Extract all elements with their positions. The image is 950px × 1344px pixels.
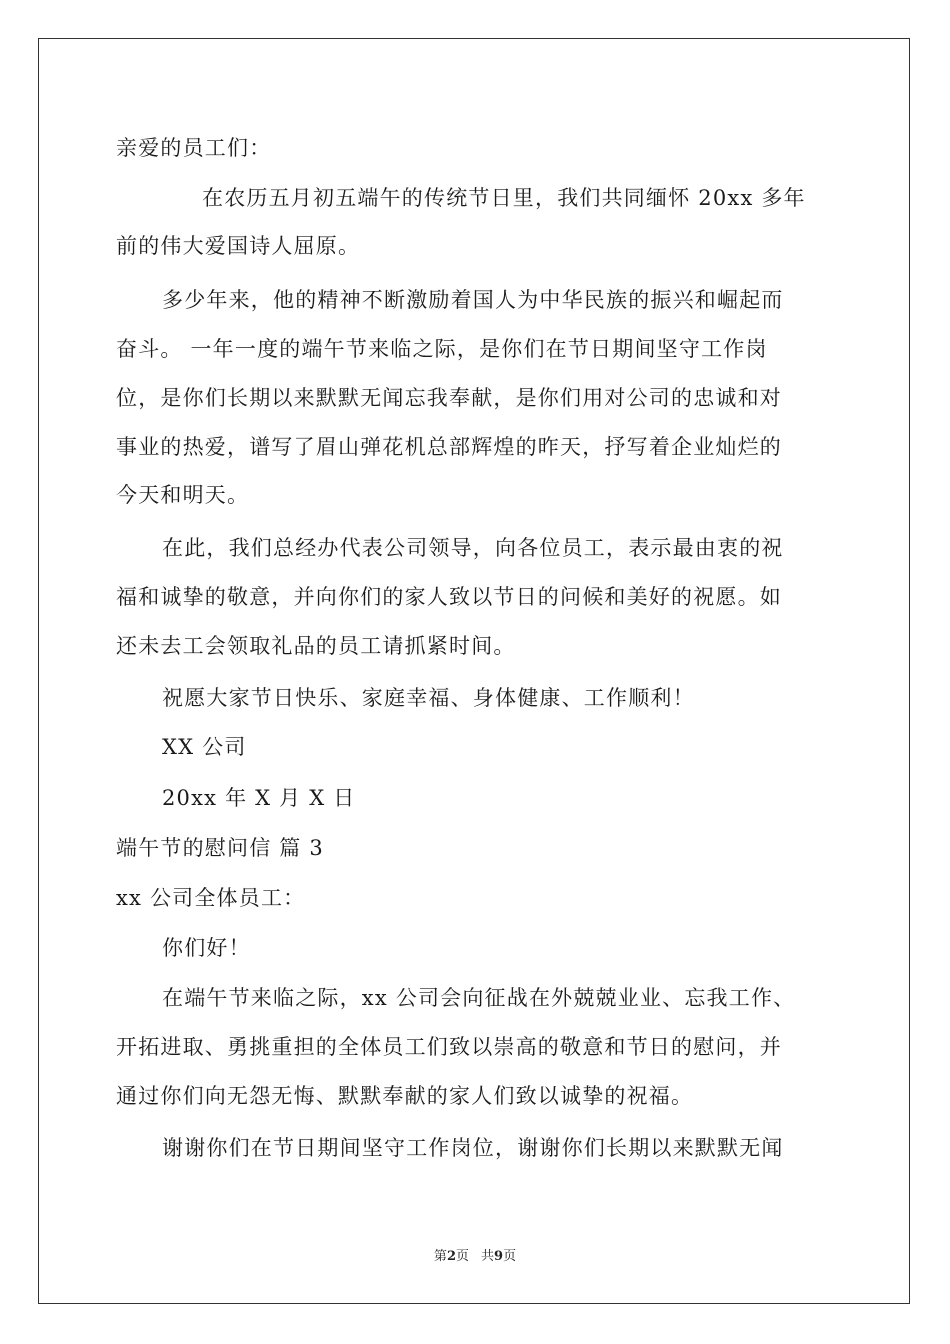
signature-date: 20xx 年 X 月 X 日 <box>162 786 356 810</box>
paragraph-line: 通过你们向无怨无悔、默默奉献的家人们致以诚挚的祝福。 <box>116 1084 694 1108</box>
total-suffix: 页 <box>503 1249 517 1264</box>
paragraph-line: 谢谢你们在节日期间坚守工作岗位，谢谢你们长期以来默默无闻 <box>162 1136 784 1160</box>
page-border <box>38 38 910 1304</box>
paragraph-line: 前的伟大爱国诗人屈原。 <box>116 234 361 258</box>
paragraph-line: 祝愿大家节日快乐、家庭幸福、身体健康、工作顺利！ <box>162 686 695 710</box>
salutation: 亲爱的员工们： <box>116 136 272 160</box>
greeting: 你们好！ <box>162 936 251 960</box>
page-current: 2 <box>446 1249 456 1264</box>
signature-company: XX 公司 <box>162 735 247 759</box>
paragraph-line: 奋斗。 一年一度的端午节来临之际，是你们在节日期间坚守工作岗 <box>116 337 768 361</box>
paragraph-line: 在端午节来临之际，xx 公司会向征战在外兢兢业业、忘我工作、 <box>162 986 796 1010</box>
paragraph-line: 事业的热爱，谱写了眉山弹花机总部辉煌的昨天，抒写着企业灿烂的 <box>116 435 782 459</box>
page-total: 9 <box>494 1249 504 1264</box>
paragraph-line: 多少年来，他的精神不断激励着国人为中华民族的振兴和崛起而 <box>162 288 784 312</box>
page-prefix: 第 <box>433 1249 447 1264</box>
total-prefix: 共 <box>481 1249 495 1264</box>
salutation: xx 公司全体员工： <box>116 886 306 910</box>
paragraph-line: 在农历五月初五端午的传统节日里，我们共同缅怀 20xx 多年 <box>202 186 806 210</box>
paragraph-line: 今天和明天。 <box>116 483 250 507</box>
paragraph-line: 还未去工会领取礼品的员工请抓紧时间。 <box>116 634 516 658</box>
page-suffix: 页 <box>455 1249 469 1264</box>
section-heading: 端午节的慰问信 篇 3 <box>116 836 324 860</box>
paragraph-line: 福和诚挚的敬意，并向你们的家人致以节日的问候和美好的祝愿。如 <box>116 585 782 609</box>
paragraph-line: 开拓进取、勇挑重担的全体员工们致以崇高的敬意和节日的慰问，并 <box>116 1035 782 1059</box>
page-footer <box>0 1248 950 1266</box>
paragraph-line: 在此，我们总经办代表公司领导，向各位员工，表示最由衷的祝 <box>162 536 784 560</box>
paragraph-line: 位，是你们长期以来默默无闻忘我奉献，是你们用对公司的忠诚和对 <box>116 386 782 410</box>
